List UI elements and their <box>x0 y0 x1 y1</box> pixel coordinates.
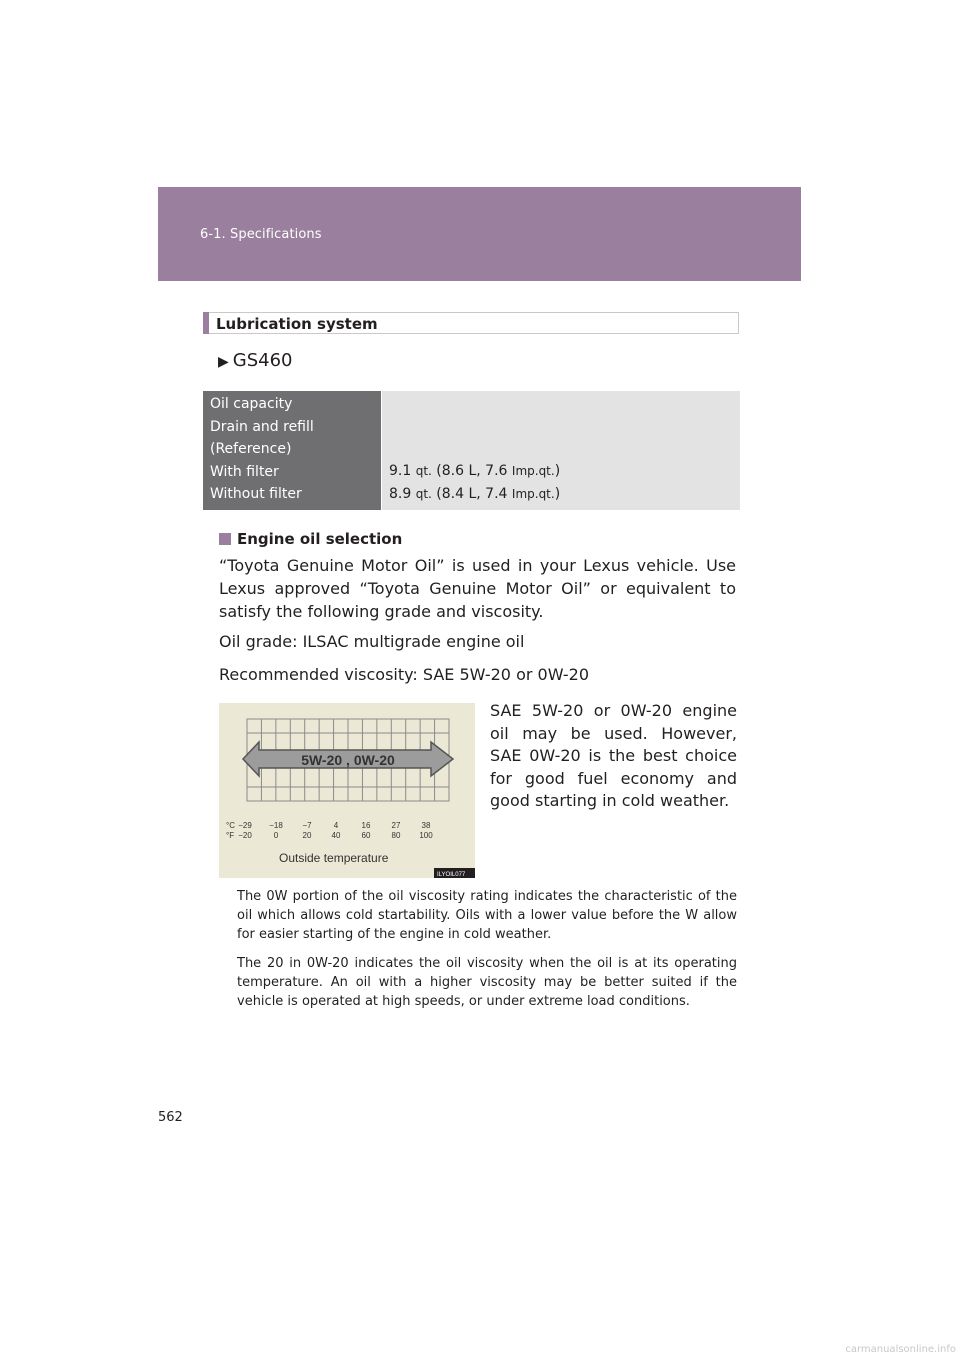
footer-watermark: carmanualsonline.info <box>845 1344 956 1355</box>
value-unit: qt. <box>415 486 432 501</box>
celsius-tick: 27 <box>391 821 401 830</box>
value-close: ) <box>554 485 561 502</box>
model-heading <box>218 350 293 371</box>
celsius-tick: −29 <box>238 821 252 830</box>
model-name: GS460 <box>232 350 293 371</box>
section-title: Lubrication system <box>216 315 378 333</box>
spec-label-line: Without filter <box>210 486 302 502</box>
header-band <box>158 187 801 281</box>
viscosity-chart-illustration <box>219 703 475 878</box>
celsius-unit: °C <box>226 821 235 830</box>
spec-label-line: Oil capacity <box>210 396 293 412</box>
celsius-tick: 38 <box>421 821 431 830</box>
oil-intro-paragraph: “Toyota Genuine Motor Oil” is used in your Lexus vehicle. Use Lexus approved “Toyota Genuine Motor Oil” or equivalent to satisfy the following grade and viscosity. <box>219 556 736 621</box>
figure-code: ILYOIL077 <box>437 872 466 878</box>
oil-grade-line: Oil grade: ILSAC multigrade engine oil <box>219 632 525 651</box>
triangle-bullet-icon: ▶ <box>218 354 229 370</box>
celsius-tick: −7 <box>302 821 312 830</box>
section-accent <box>203 312 209 334</box>
celsius-tick: −18 <box>269 821 283 830</box>
celsius-tick: 4 <box>333 821 339 830</box>
value-main: 8.9 <box>389 485 416 502</box>
viscosity-temperature-figure <box>219 703 475 878</box>
figure-side-note: SAE 5W-20 or 0W-20 engine oil may be used. However, SAE 0W-20 is the best choice for good fuel economy and good starting in cold weather. <box>490 701 737 810</box>
value-main: 9.1 <box>389 463 416 479</box>
fahrenheit-tick: −20 <box>238 831 252 840</box>
value-unit: qt. <box>415 464 432 478</box>
page-number: 562 <box>158 1110 183 1125</box>
spec-label-line: Drain and refill <box>210 418 314 435</box>
spec-label-line: (Reference) <box>210 441 292 457</box>
with-filter-value <box>389 460 740 483</box>
engine-oil-selection-heading <box>219 530 402 548</box>
oil-capacity-table <box>203 391 740 510</box>
spec-value-cell <box>382 391 740 510</box>
recommended-viscosity-line: Recommended viscosity: SAE 5W-20 or 0W-20 <box>219 665 589 684</box>
without-filter-value <box>389 483 740 506</box>
note-paragraph: The 0W portion of the oil viscosity rating indicates the characteristic of the oil which allows cold startability. Oils with a lower value before the W allow for easier starting of the engine in cold weather. <box>237 889 737 942</box>
fahrenheit-tick: 100 <box>419 831 433 840</box>
sub-heading-text: Engine oil selection <box>237 530 403 548</box>
square-bullet-icon <box>219 533 231 545</box>
figure-caption: Outside temperature <box>279 851 389 865</box>
value-close: ) <box>554 463 561 479</box>
value-metric: (8.6 L, 7.6 <box>431 463 512 479</box>
celsius-tick: 16 <box>361 821 371 830</box>
fahrenheit-tick: 20 <box>302 831 312 840</box>
section-breadcrumb: 6-1. Specifications <box>200 227 322 242</box>
value-metric: (8.4 L, 7.4 <box>431 485 512 502</box>
fahrenheit-tick: 80 <box>391 831 401 840</box>
note-paragraph: The 20 in 0W-20 indicates the oil viscosity when the oil is at its operating temperature. An oil with a higher viscosity may be better suited if the vehicle is operated at high speeds, or under extreme load conditions. <box>237 956 737 1009</box>
spec-label-line: With filter <box>210 463 279 480</box>
value-unit: Imp.qt. <box>511 464 555 478</box>
spec-label-cell <box>203 391 381 510</box>
viscosity-arrow-label: 5W-20 , 0W-20 <box>301 752 395 768</box>
value-unit: Imp.qt. <box>511 486 555 501</box>
fahrenheit-tick: 60 <box>361 831 371 840</box>
fahrenheit-tick: 40 <box>331 831 341 840</box>
fahrenheit-tick: 0 <box>273 831 279 840</box>
fahrenheit-unit: °F <box>226 831 235 840</box>
section-title-bar <box>203 312 739 334</box>
